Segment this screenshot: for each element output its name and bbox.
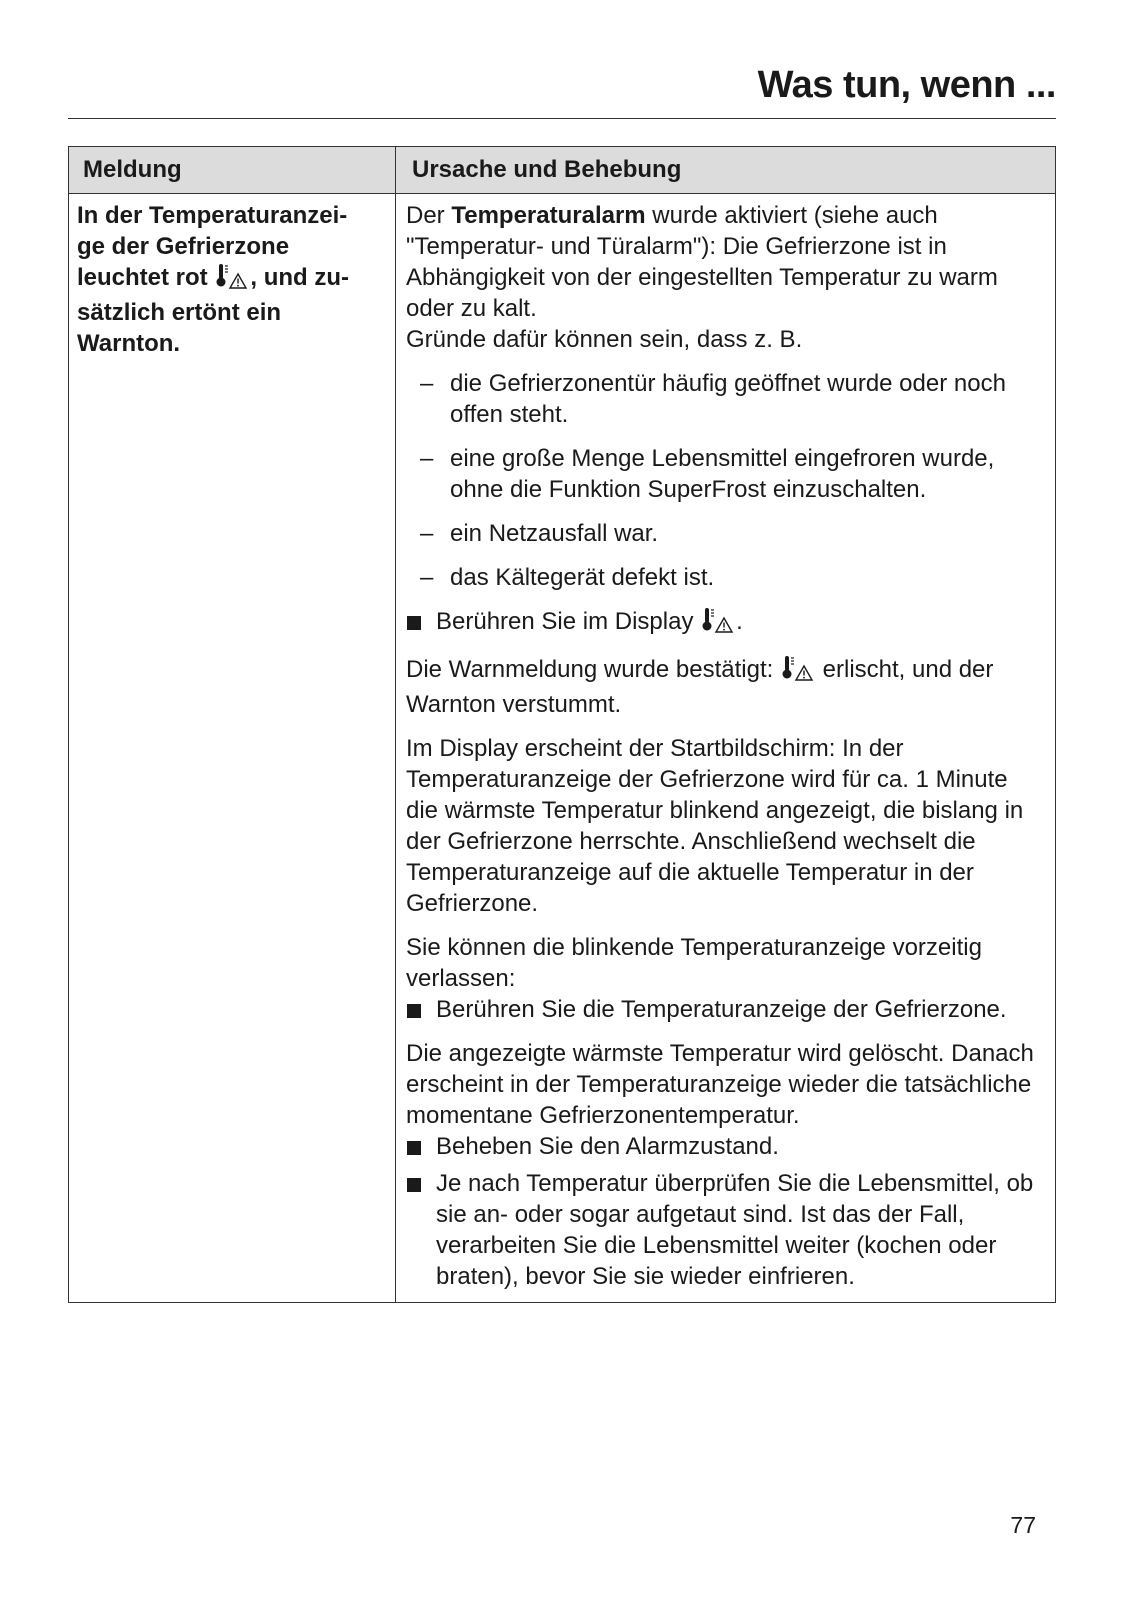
deleted-paragraph: Die angezeigte wärmste Temperatur wird gelöscht. Danach erscheint in der Temperaturanzeige wieder die tatsächliche momentane Gefrierzonentemperatur. — [406, 1040, 1034, 1129]
confirm-paragraph — [406, 654, 1045, 720]
table-header-row — [69, 147, 1056, 194]
table-row — [69, 194, 1056, 1303]
column-header-ursache: Ursache und Behebung — [396, 147, 1056, 194]
meldung-line: In der Temperaturanzei- — [77, 202, 348, 229]
reason-text: eine große Menge Lebensmittel eingefroren wurde, ohne die Funktion SuperFrost einzuschalten. — [450, 445, 995, 503]
step-text: . — [736, 608, 743, 635]
meldung-line-text: , und zu- — [250, 264, 349, 291]
reason-text: ein Netzausfall war. — [450, 520, 659, 547]
reason-text: die Gefrierzonentür häufig geöffnet wurde oder noch offen steht. — [450, 370, 1006, 428]
ursache-cell — [396, 194, 1056, 1303]
meldung-line — [77, 231, 387, 262]
intro-text: Der — [406, 202, 452, 229]
reason-text: das Kältegerät defekt ist. — [450, 564, 715, 591]
list-item — [406, 562, 1045, 593]
page-title: Was tun, wenn ... — [757, 64, 1056, 106]
step-text: Je nach Temperatur überprüfen Sie die Lebensmittel, ob sie an- oder sogar aufgetaut sind. Ist das der Fall, verarbeiten Sie die Lebensmittel weiter (kochen oder braten), bevor Sie sie wieder einfrieren. — [436, 1170, 1034, 1290]
column-header-meldung: Meldung — [69, 147, 396, 194]
meldung-line-text: leuchtet rot — [77, 264, 208, 291]
thermometer-warning-icon — [216, 263, 248, 297]
startscreen-paragraph: Im Display erscheint der Startbildschirm: In der Temperaturanzeige der Gefrierzone wird für ca. 1 Minute die wärmste Temperatur blinkend angezeigt, die bislang in der Gefrierzone herrschte. Anschließend wechselt die Temperaturanzeige auf die aktuelle Temperatur in der Gefrierzone. — [406, 735, 1024, 917]
intro-bold-term: Temperaturalarm — [451, 202, 646, 229]
dash-bullet: – — [420, 564, 434, 591]
reasons-intro: Gründe dafür können sein, dass z. B. — [406, 326, 803, 353]
square-bullet-icon — [407, 1141, 421, 1155]
step-text: Berühren Sie im Display — [436, 608, 694, 635]
meldung-line — [77, 262, 387, 297]
intro-text: wurde aktiviert (siehe auch "Temperatur- und Türalarm"): Die Gefrierzone ist in Abhängigkeit von der eingestellten Temperatur zu warm oder zu kalt. — [406, 202, 998, 322]
dash-bullet: – — [420, 520, 434, 547]
leave-early-paragraph: Sie können die blinkende Temperaturanzeige vorzeitig verlassen: — [406, 934, 982, 992]
instruction-step — [406, 606, 1045, 641]
meldung-line: sätzlich ertönt ein — [77, 299, 282, 326]
list-item — [406, 518, 1045, 549]
instruction-step — [406, 994, 1045, 1025]
dash-bullet: – — [420, 445, 434, 472]
confirm-text: Die Warnmeldung wurde bestätigt: — [406, 656, 774, 683]
intro-paragraph — [406, 200, 1045, 324]
step-text: Beheben Sie den Alarmzustand. — [436, 1133, 779, 1160]
instruction-step — [406, 1131, 1045, 1162]
square-bullet-icon — [407, 616, 421, 630]
thermometer-warning-icon — [782, 655, 814, 689]
meldung-line: Warnton. — [77, 330, 181, 357]
square-bullet-icon — [407, 1004, 421, 1018]
page-number: 77 — [1010, 1512, 1036, 1538]
step-text: Berühren Sie die Temperaturanzeige der Gefrierzone. — [436, 996, 1007, 1023]
square-bullet-icon — [407, 1178, 421, 1192]
header-divider — [68, 118, 1056, 119]
dash-bullet: – — [420, 370, 434, 397]
meldung-cell — [69, 194, 396, 1303]
troubleshooting-table — [68, 146, 1056, 1303]
list-item — [406, 368, 1045, 430]
meldung-line-text: ge der Gefrierzone — [77, 233, 290, 260]
list-item — [406, 443, 1045, 505]
confirm-text: erlischt, und der Warnton verstummt. — [406, 656, 994, 718]
instruction-step — [406, 1168, 1045, 1292]
thermometer-warning-icon — [702, 607, 734, 641]
